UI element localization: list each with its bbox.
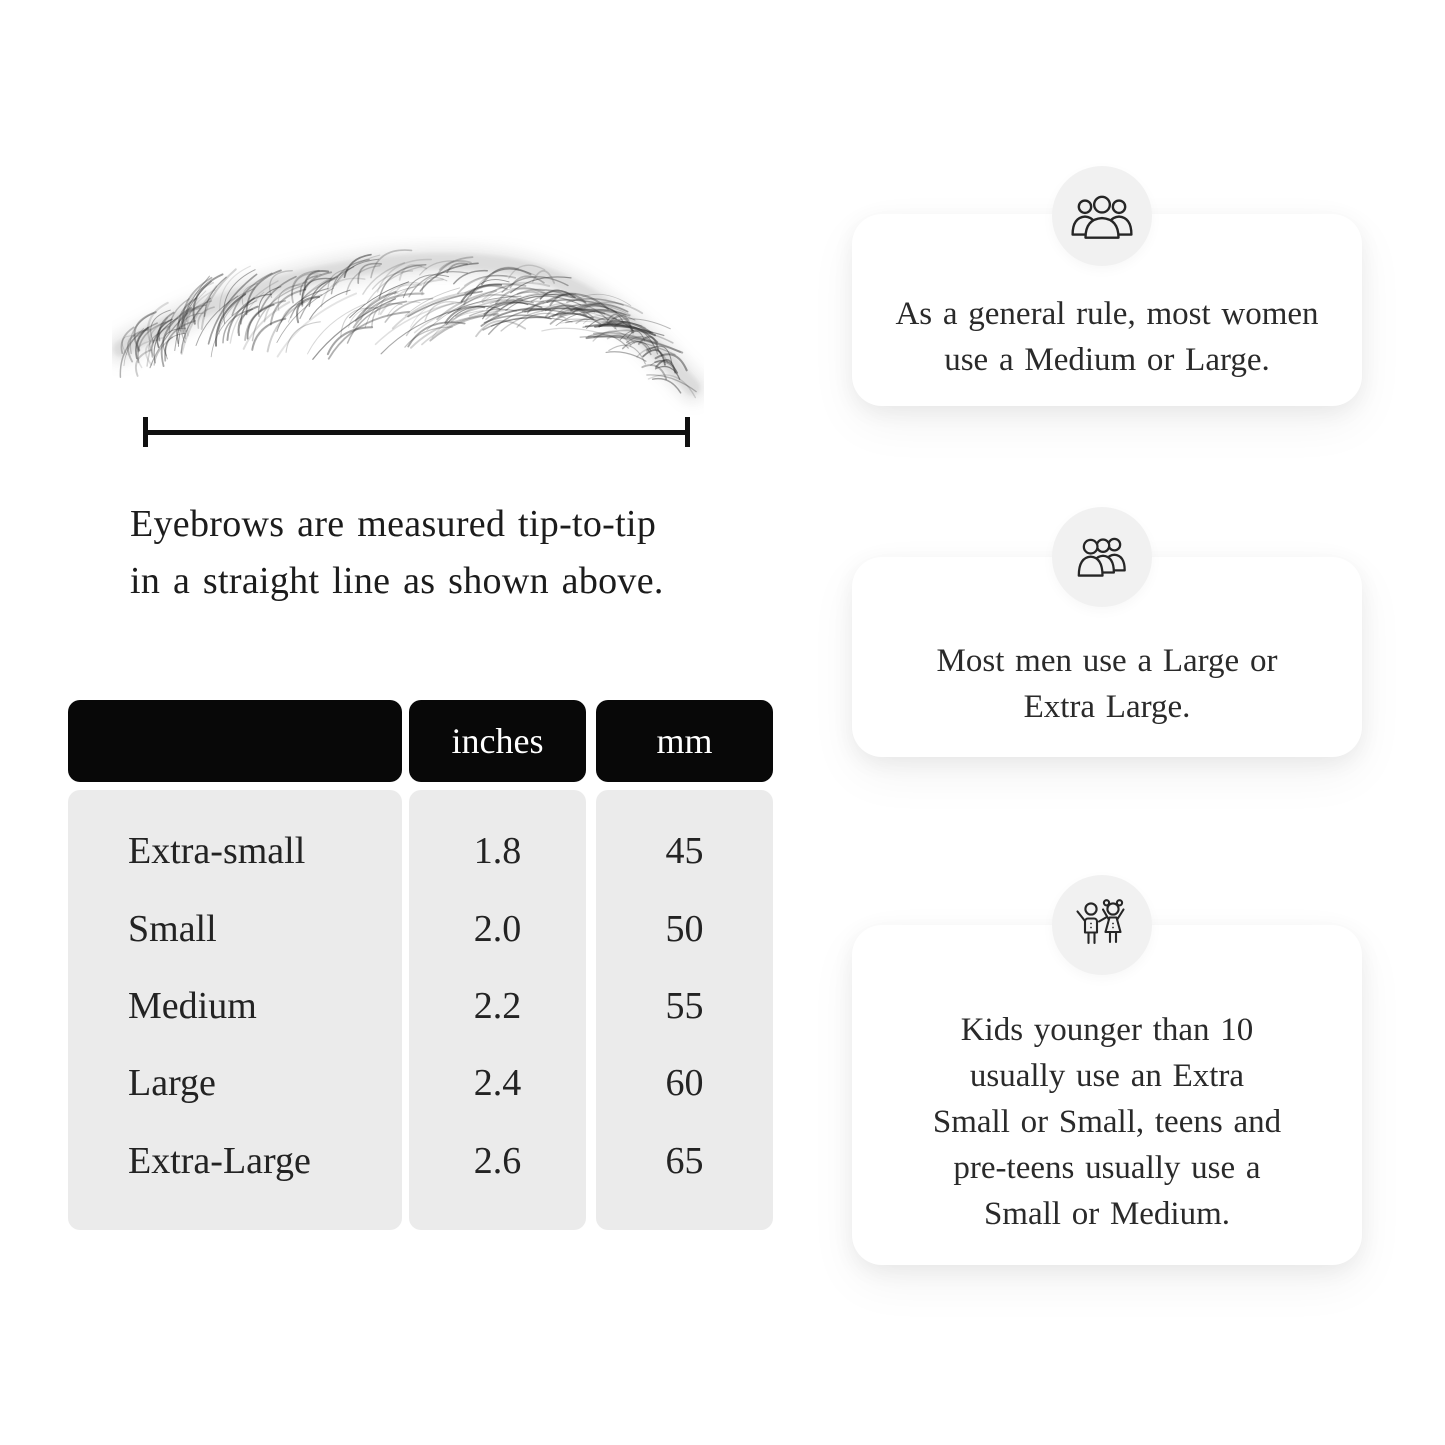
- row-mm-value: 45: [665, 830, 704, 873]
- size-table-header-size-cell: [68, 700, 402, 782]
- row-label: Medium: [128, 984, 257, 1027]
- figure-caption-line-1: Eyebrows are measured tip-to-tip: [130, 503, 657, 545]
- row-label: Small: [128, 907, 217, 950]
- women-group-icon: [1069, 190, 1135, 242]
- info-card-women: [852, 214, 1362, 406]
- measurement-line-rule: [143, 430, 690, 435]
- size-table-rows: [68, 790, 773, 1230]
- card-text-line: Small or Small, teens and: [932, 1104, 1282, 1140]
- size-table-header-inches-label: inches: [451, 721, 544, 761]
- row-label: Large: [128, 1062, 216, 1105]
- measurement-line: [143, 417, 690, 447]
- row-label: Extra-small: [128, 830, 306, 873]
- card-text-line: usually use an Extra: [969, 1058, 1245, 1094]
- row-label: Extra-Large: [128, 1139, 311, 1182]
- measurement-line-right-cap: [685, 417, 690, 447]
- eyebrow-illustration: [112, 236, 704, 432]
- card-text-line: Extra Large.: [1023, 689, 1191, 725]
- men-group-icon-circle: [1052, 507, 1152, 607]
- info-card-men: [852, 557, 1362, 757]
- table-row-small: [68, 905, 773, 953]
- size-table-header: [68, 700, 773, 782]
- size-table-header-inches-cell: [409, 700, 586, 782]
- card-text-line: Kids younger than 10: [960, 1012, 1254, 1048]
- figure-caption: [130, 496, 790, 610]
- row-inches-value: 2.6: [473, 1139, 522, 1182]
- men-group-icon: [1069, 531, 1135, 583]
- row-mm-value: 65: [665, 1139, 704, 1182]
- table-row-medium: [68, 982, 773, 1030]
- size-table-header-mm-label: mm: [656, 721, 713, 761]
- info-card-kids-text: [933, 1007, 1281, 1237]
- figure-caption-line-2: in a straight line as shown above.: [130, 560, 664, 602]
- row-mm-value: 60: [665, 1062, 704, 1105]
- row-inches-value: 1.8: [473, 830, 522, 873]
- table-row-large: [68, 1059, 773, 1107]
- info-card-kids: [852, 925, 1362, 1265]
- card-text-line: As a general rule, most women: [895, 296, 1319, 332]
- kids-icon: [1070, 898, 1134, 952]
- card-text-line: use a Medium or Large.: [944, 342, 1270, 378]
- size-table-body: [68, 790, 773, 1230]
- row-inches-value: 2.0: [473, 907, 522, 950]
- row-inches-value: 2.2: [473, 984, 522, 1027]
- card-text-line: Small or Medium.: [983, 1196, 1231, 1232]
- size-table-header-mm-cell: [596, 700, 773, 782]
- card-text-line: Most men use a Large or: [936, 643, 1278, 679]
- row-mm-value: 50: [665, 907, 704, 950]
- table-row-extra-small: [68, 827, 773, 875]
- table-row-extra-large: [68, 1137, 773, 1185]
- row-inches-value: 2.4: [473, 1062, 522, 1105]
- row-mm-value: 55: [665, 984, 704, 1027]
- kids-icon-circle: [1052, 875, 1152, 975]
- card-text-line: pre-teens usually use a: [953, 1150, 1261, 1186]
- women-group-icon-circle: [1052, 166, 1152, 266]
- info-card-women-text: [895, 291, 1318, 383]
- info-card-men-text: [937, 638, 1278, 730]
